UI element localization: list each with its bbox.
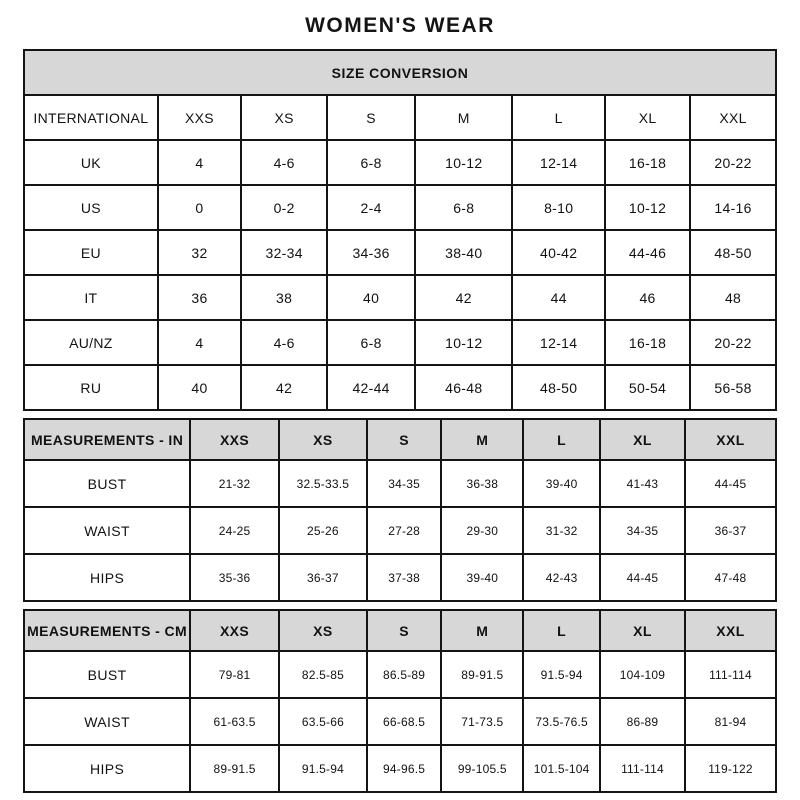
col-header-size-l: L — [512, 95, 605, 140]
value-cell: 81-94 — [685, 698, 776, 745]
value-cell: 50-54 — [605, 365, 690, 410]
value-cell: 71-73.5 — [441, 698, 523, 745]
measurements-cm-table — [23, 609, 777, 793]
value-cell: 36 — [158, 275, 242, 320]
row-label: WAIST — [24, 507, 190, 554]
value-cell: 36-37 — [685, 507, 776, 554]
value-cell: 16-18 — [605, 140, 690, 185]
table-header-row — [24, 419, 776, 460]
value-cell: 44-45 — [600, 554, 685, 601]
value-cell: 32 — [158, 230, 242, 275]
measurements-in-table — [23, 418, 777, 602]
value-cell: 12-14 — [512, 320, 605, 365]
col-header-size-xxl: XXL — [685, 419, 776, 460]
col-header-size-xxs: XXS — [190, 610, 279, 651]
table-header-row — [24, 50, 776, 95]
row-label: EU — [24, 230, 158, 275]
page-title: WOMEN'S WEAR — [305, 14, 495, 37]
value-cell: 99-105.5 — [441, 745, 523, 792]
value-cell: 73.5-76.5 — [523, 698, 600, 745]
value-cell: 42-43 — [523, 554, 600, 601]
value-cell: 0-2 — [241, 185, 327, 230]
value-cell: 40-42 — [512, 230, 605, 275]
value-cell: 6-8 — [415, 185, 512, 230]
value-cell: 24-25 — [190, 507, 279, 554]
col-header-size-xxl: XXL — [685, 610, 776, 651]
value-cell: 25-26 — [279, 507, 367, 554]
value-cell: 41-43 — [600, 460, 685, 507]
value-cell: 61-63.5 — [190, 698, 279, 745]
value-cell: 20-22 — [690, 320, 776, 365]
value-cell: 40 — [158, 365, 242, 410]
col-header-size-xs: XS — [279, 419, 367, 460]
row-label: RU — [24, 365, 158, 410]
measurements-cm-header: MEASUREMENTS - CM — [24, 610, 190, 651]
size-conversion-table — [23, 49, 777, 411]
value-cell: 4-6 — [241, 320, 327, 365]
value-cell: 38-40 — [415, 230, 512, 275]
value-cell: 8-10 — [512, 185, 605, 230]
value-cell: 44 — [512, 275, 605, 320]
col-header-size-xl: XL — [600, 610, 685, 651]
row-label: IT — [24, 275, 158, 320]
value-cell: 86.5-89 — [367, 651, 441, 698]
value-cell: 40 — [327, 275, 415, 320]
value-cell: 89-91.5 — [190, 745, 279, 792]
value-cell: 91.5-94 — [279, 745, 367, 792]
value-cell: 34-35 — [600, 507, 685, 554]
value-cell: 32.5-33.5 — [279, 460, 367, 507]
value-cell: 101.5-104 — [523, 745, 600, 792]
value-cell: 10-12 — [415, 140, 512, 185]
value-cell: 38 — [241, 275, 327, 320]
value-cell: 111-114 — [685, 651, 776, 698]
row-label: HIPS — [24, 554, 190, 601]
value-cell: 46 — [605, 275, 690, 320]
value-cell: 111-114 — [600, 745, 685, 792]
table-row — [24, 140, 776, 185]
value-cell: 6-8 — [327, 140, 415, 185]
row-label: AU/NZ — [24, 320, 158, 365]
row-label: WAIST — [24, 698, 190, 745]
value-cell: 42 — [241, 365, 327, 410]
value-cell: 32-34 — [241, 230, 327, 275]
value-cell: 29-30 — [441, 507, 523, 554]
table-row — [24, 507, 776, 554]
value-cell: 82.5-85 — [279, 651, 367, 698]
value-cell: 47-48 — [685, 554, 776, 601]
col-header-international: INTERNATIONAL — [24, 95, 158, 140]
value-cell: 44-45 — [685, 460, 776, 507]
col-header-size-xs: XS — [279, 610, 367, 651]
value-cell: 4-6 — [241, 140, 327, 185]
value-cell: 44-46 — [605, 230, 690, 275]
value-cell: 34-36 — [327, 230, 415, 275]
value-cell: 6-8 — [327, 320, 415, 365]
col-header-size-l: L — [523, 610, 600, 651]
value-cell: 31-32 — [523, 507, 600, 554]
row-label: BUST — [24, 460, 190, 507]
value-cell: 42 — [415, 275, 512, 320]
col-header-size-xxl: XXL — [690, 95, 776, 140]
value-cell: 12-14 — [512, 140, 605, 185]
size-conversion-header: SIZE CONVERSION — [24, 50, 776, 95]
row-label: HIPS — [24, 745, 190, 792]
col-header-size-xxs: XXS — [190, 419, 279, 460]
value-cell: 37-38 — [367, 554, 441, 601]
value-cell: 56-58 — [690, 365, 776, 410]
value-cell: 63.5-66 — [279, 698, 367, 745]
value-cell: 4 — [158, 320, 242, 365]
col-header-size-s: S — [367, 419, 441, 460]
row-label: UK — [24, 140, 158, 185]
row-label: US — [24, 185, 158, 230]
value-cell: 16-18 — [605, 320, 690, 365]
col-header-size-xl: XL — [605, 95, 690, 140]
value-cell: 10-12 — [415, 320, 512, 365]
value-cell: 39-40 — [441, 554, 523, 601]
value-cell: 89-91.5 — [441, 651, 523, 698]
value-cell: 79-81 — [190, 651, 279, 698]
value-cell: 91.5-94 — [523, 651, 600, 698]
col-header-size-l: L — [523, 419, 600, 460]
table-row — [24, 460, 776, 507]
table-header-row — [24, 610, 776, 651]
table-row — [24, 230, 776, 275]
value-cell: 20-22 — [690, 140, 776, 185]
value-cell: 48-50 — [690, 230, 776, 275]
value-cell: 42-44 — [327, 365, 415, 410]
value-cell: 0 — [158, 185, 242, 230]
table-row — [24, 651, 776, 698]
value-cell: 46-48 — [415, 365, 512, 410]
value-cell: 34-35 — [367, 460, 441, 507]
table-row — [24, 275, 776, 320]
col-header-size-s: S — [327, 95, 415, 140]
value-cell: 39-40 — [523, 460, 600, 507]
value-cell: 35-36 — [190, 554, 279, 601]
size-header-row — [24, 95, 776, 140]
value-cell: 48-50 — [512, 365, 605, 410]
value-cell: 4 — [158, 140, 242, 185]
measurements-in-header: MEASUREMENTS - IN — [24, 419, 190, 460]
table-row — [24, 185, 776, 230]
value-cell: 119-122 — [685, 745, 776, 792]
value-cell: 66-68.5 — [367, 698, 441, 745]
value-cell: 10-12 — [605, 185, 690, 230]
value-cell: 21-32 — [190, 460, 279, 507]
table-row — [24, 745, 776, 792]
col-header-size-m: M — [415, 95, 512, 140]
value-cell: 94-96.5 — [367, 745, 441, 792]
value-cell: 14-16 — [690, 185, 776, 230]
col-header-size-xl: XL — [600, 419, 685, 460]
table-row — [24, 554, 776, 601]
table-row — [24, 698, 776, 745]
value-cell: 36-37 — [279, 554, 367, 601]
col-header-size-s: S — [367, 610, 441, 651]
col-header-size-xs: XS — [241, 95, 327, 140]
value-cell: 36-38 — [441, 460, 523, 507]
col-header-size-m: M — [441, 610, 523, 651]
col-header-size-m: M — [441, 419, 523, 460]
table-row — [24, 320, 776, 365]
value-cell: 86-89 — [600, 698, 685, 745]
col-header-size-xxs: XXS — [158, 95, 242, 140]
row-label: BUST — [24, 651, 190, 698]
value-cell: 27-28 — [367, 507, 441, 554]
value-cell: 2-4 — [327, 185, 415, 230]
value-cell: 48 — [690, 275, 776, 320]
table-row — [24, 365, 776, 410]
value-cell: 104-109 — [600, 651, 685, 698]
